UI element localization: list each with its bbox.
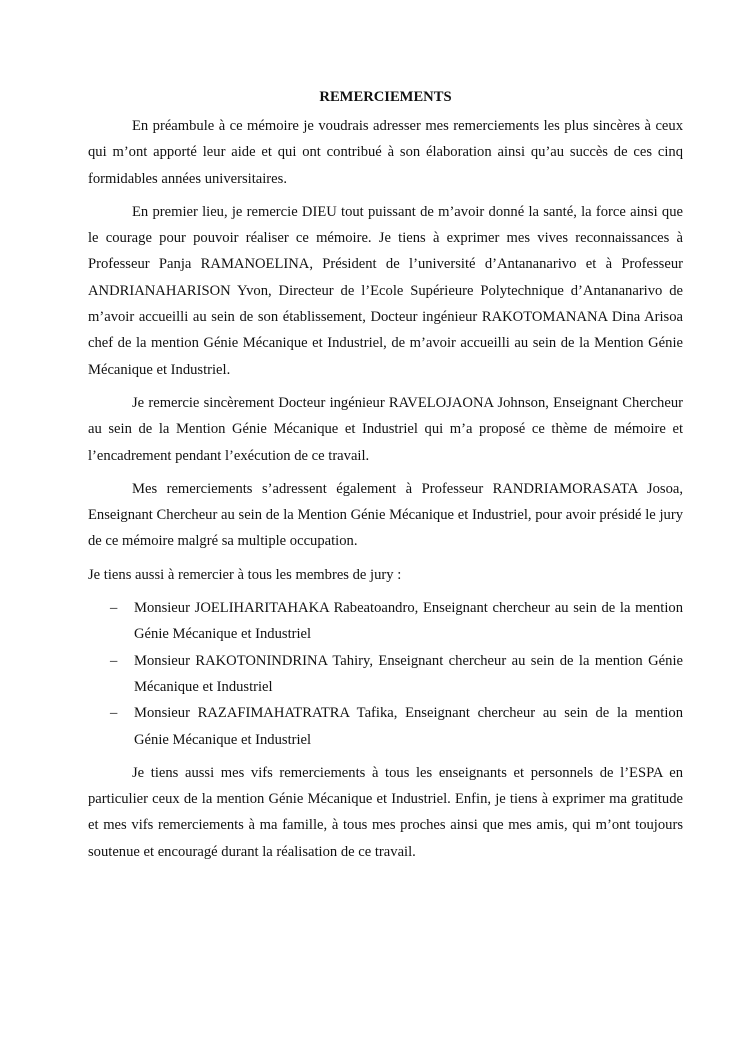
paragraph-president-thanks: Mes remerciements s’adressent également à Professeur RANDRIAMORASATA Josoa, Enseignant Chercheur au sein de la Mention Génie Mécanique et Industriel, pour avoir présidé le jury de ce mémoire malgré sa multiple occupation. xyxy=(88,480,683,550)
paragraph-closing-thanks: Je tiens aussi mes vifs remerciements à tous les enseignants et personnels de l’ESPA en particulier ceux de la mention Génie Mécanique et Industriel. Enfin, je tiens à exprimer ma gratitude et mes vifs remerciements à ma famille, à tous mes proches ainsi que mes amis, qui m’ont toujours soutenue et encouragé durant la réalisation de ce travail. xyxy=(88,764,683,860)
jury-member-text: Monsieur JOELIHARITAHAKA Rabeatoandro, Enseignant chercheur au sein de la mention Génie Mécanique et Industriel xyxy=(134,600,683,643)
jury-intro: Je tiens aussi à remercier à tous les membres de jury : xyxy=(88,566,402,583)
bullet-dash: – xyxy=(110,705,118,722)
bullet-dash: – xyxy=(110,600,118,617)
jury-list xyxy=(88,595,683,753)
paragraph-preamble: En préambule à ce mémoire je voudrais adresser mes remerciements les plus sincères à ceux qui m’ont apporté leur aide et qui ont contribué à son élaboration ainsi qu’au succès de ces cinq formidables années universitaires. xyxy=(88,118,683,187)
bullet-dash: – xyxy=(110,652,118,669)
jury-member-text: Monsieur RAZAFIMAHATRATRA Tafika, Enseignant chercheur au sein de la mention Génie Mécanique et Industriel xyxy=(134,705,683,748)
paragraph-supervisor-thanks: Je remercie sincèrement Docteur ingénieur RAVELOJAONA Johnson, Enseignant Chercheur au sein de la Mention Génie Mécanique et Industriel qui m’a proposé ce thème de mémoire et l’encadrement pendant l’exécution de ce travail. xyxy=(88,394,683,464)
list-item xyxy=(88,700,683,753)
document-page xyxy=(88,84,683,872)
list-item xyxy=(88,648,683,701)
paragraph-first-thanks: En premier lieu, je remercie DIEU tout puissant de m’avoir donné la santé, la force ainsi que le courage pour pouvoir réaliser ce mémoire. Je tiens à exprimer mes vives reconnaissances à Professeur Panja RAMANOELINA, Président de l’université d’Antananarivo et à Professeur ANDRIANAHARISON Yvon, Directeur de l’Ecole Supérieure Polytechnique d’Antananarivo de m’avoir accueilli au sein de son établissement, Docteur ingénieur RAKOTOMANANA Dina Arisoa chef de la mention Génie Mécanique et Industriel, de m’avoir accueilli au sein de la Mention Génie Mécanique et Industriel. xyxy=(88,203,683,378)
jury-member-text: Monsieur RAKOTONINDRINA Tahiry, Enseignant chercheur au sein de la mention Génie Mécanique et Industriel xyxy=(134,652,683,695)
page-title: REMERCIEMENTS xyxy=(319,89,452,105)
list-item xyxy=(88,595,683,648)
